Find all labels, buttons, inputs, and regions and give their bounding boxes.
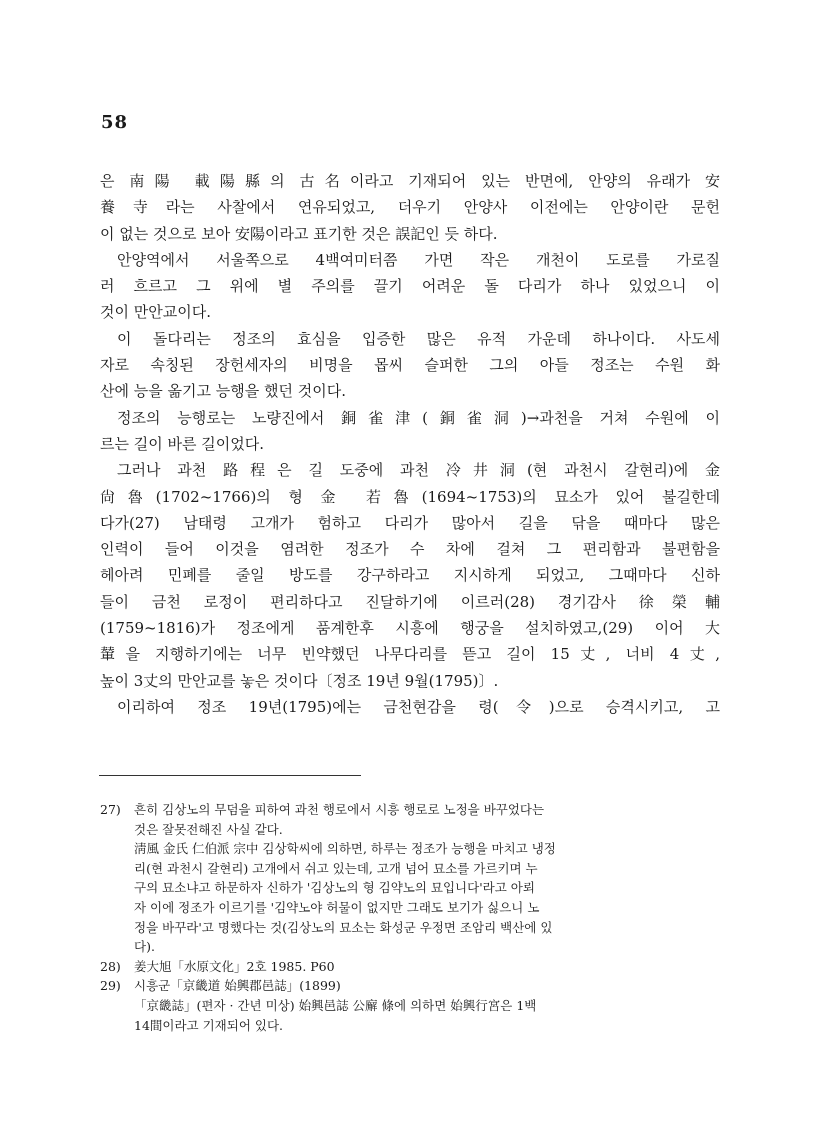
footnote-text: 것은 잘못전해진 사실 같다. [134,821,283,837]
footnote-text: 시흥군「京畿道 始興郡邑誌」(1899) [134,978,341,994]
footnote-text: 리(현 과천시 갈현리) 고개에서 쉬고 있는데, 고개 넘어 묘소를 가르키며 누 [134,860,538,876]
body-line: 헤아려 민폐를 줄일 방도를 강구하라고 지시하게 되었고, 그때마다 신하 [100,566,720,585]
footnote-text: 자 이에 정조가 이르기를 '김약노야 허물이 없지만 그래도 보기가 싫으니 노 [134,899,540,915]
body-line: 정조의 능행로는 노량진에서 銅雀津(銅雀洞)→과천을 거쳐 수원에 이 [117,408,720,427]
page-number: 58 [101,112,129,133]
body-line: 높이 3丈의 만안교를 놓은 것이다〔정조 19년 9월(1795)〕. [100,671,499,690]
footnote-number: 27) [100,802,121,817]
body-text [100,168,720,720]
body-line: (1759~1816)가 정조에게 품계한후 시흥에 행궁을 설치하였고,(29) 이어 大 [100,619,720,638]
footnote-text: 淸風 金氏 仁伯派 宗中 김상학씨에 의하면, 하루는 정조가 능행을 마치고 냉정 [134,841,556,857]
body-line: 러 흐르고 그 위에 별 주의를 끌기 어려운 돌 다리가 하나 있었으니 이 [100,277,720,296]
footnote-text: 다). [134,939,155,955]
footnote-divider [99,775,361,776]
body-line: 은 南陽 載陽縣의 古名이라고 기재되어 있는 반면에, 안양의 유래가 安 [100,172,720,190]
body-line: 그러나 과천 路程은 길 도중에 과천 冷井洞(현 과천시 갈현리)에 金 [117,461,720,480]
body-line: 산에 능을 옮기고 능행을 했던 것이다. [100,382,346,401]
body-line: 인력이 들어 이것을 염려한 정조가 수 차에 걸쳐 그 편리함과 불편함을 [100,540,720,559]
footnote-text: 姜大旭「水原文化」2호 1985. P60 [134,958,335,974]
footnote-29 [100,976,720,996]
body-line: 이 없는 것으로 보아 安陽이라고 표기한 것은 誤記인 듯 하다. [100,224,498,243]
body-line: 것이 만안교이다. [100,303,211,322]
footnote-number: 28) [100,958,121,974]
body-line: 안양역에서 서울쪽으로 4백여미터쯤 가면 작은 개천이 도로를 가로질 [117,250,720,269]
footnote-text: 「京畿誌」(편자 · 간년 미상) 始興邑誌 公廨 條에 의하면 始興行宮은 1백 [134,997,537,1013]
footnote-text: 구의 묘소냐고 하문하자 신하가 '김상노의 형 김약노의 묘입니다'라고 아뢰 [134,880,535,896]
footnote-text: 정을 바꾸라'고 명했다는 것(김상노의 묘소는 화성군 우정면 조암리 백산에 있 [134,919,553,935]
body-line: 輦을 지행하기에는 너무 빈약했던 나무다리를 뜯고 길이 15丈, 너비 4丈, [100,645,720,664]
footnote-text: 흔히 김상노의 무덤을 피하여 과천 행로에서 시흥 행로로 노정을 바꾸었다는 [134,802,545,817]
body-line: 養寺라는 사찰에서 연유되었고, 더우기 안양사 이전에는 안양이란 문헌 [100,198,720,217]
footnote-27 [100,800,720,820]
body-line: 이리하여 정조 19년(1795)에는 금천현감을 령(令)으로 승격시키고, 고 [117,697,720,716]
footnote-text: 14間이라고 기재되어 있다. [134,1017,284,1033]
body-line: 자로 속칭된 장헌세자의 비명을 몹씨 슬퍼한 그의 아들 정조는 수원 화 [100,356,720,375]
body-line: 尙魯(1702~1766)의 형 金 若魯(1694~1753)의 묘소가 있어 불길한데 [100,487,720,506]
footnotes [100,800,720,1035]
footnote-28 [100,957,720,977]
body-line: 다가(27) 남태령 고개가 험하고 다리가 많아서 길을 닦을 때마다 많은 [100,513,720,532]
body-line: 들이 금천 로정이 편리하다고 진달하기에 이르러(28) 경기감사 徐榮輔 [100,592,720,611]
footnote-number: 29) [100,978,121,994]
body-line: 르는 길이 바른 길이었다. [100,434,264,453]
body-line: 이 돌다리는 정조의 효심을 입증한 많은 유적 가운데 하나이다. 사도세 [117,329,720,348]
